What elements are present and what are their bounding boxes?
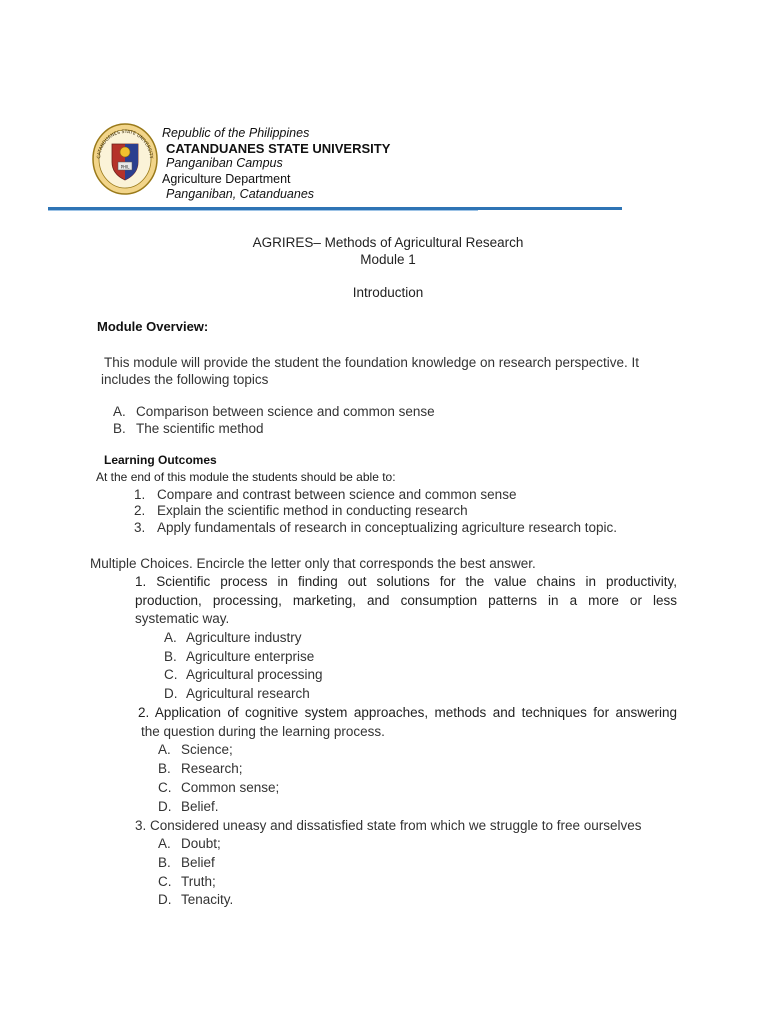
q2-choice-b-marker: B.	[158, 761, 171, 776]
university-seal	[92, 122, 158, 196]
seal-rim-text: CATANDUANES STATE UNIVERSITY	[96, 129, 153, 159]
republic-label: Republic of the Philippines	[162, 126, 310, 140]
q1-choice-d-text: Agricultural research	[186, 686, 310, 701]
q1-choice-a-marker: A.	[164, 630, 177, 645]
outcomes-heading: Learning Outcomes	[104, 453, 217, 467]
location-label: Panganiban, Catanduanes	[166, 187, 315, 201]
lesson-title: Introduction	[352, 285, 424, 300]
q1-choice-b-marker: B.	[164, 649, 177, 664]
q3-choice-c-marker: C.	[158, 874, 172, 889]
outcome-2-marker: 2.	[134, 503, 146, 518]
q2-line-1: 2. Application of cognitive system approaches, methods and techniques for answering	[138, 705, 677, 720]
q1-choice-c-marker: C.	[164, 667, 178, 682]
q1-choice-b-text: Agriculture enterprise	[186, 649, 315, 664]
q2-line-2: the question during the learning process.	[141, 724, 385, 739]
q3-line-1: 3. Considered uneasy and dissatisfied state from which we struggle to free ourselves	[135, 818, 642, 833]
department-label: Agriculture Department	[162, 172, 291, 186]
campus-label: Panganiban Campus	[166, 156, 283, 170]
q1-choice-c-text: Agricultural processing	[186, 667, 323, 682]
q2-choice-b-text: Research;	[181, 761, 243, 776]
topic-b-marker: B.	[113, 421, 126, 436]
q3-choice-a-text: Doubt;	[181, 836, 221, 851]
q2-choice-a-text: Science;	[181, 742, 233, 757]
header-rule-shadow	[48, 210, 478, 211]
outcome-1-text: Compare and contrast between science and common sense	[157, 487, 517, 502]
q2-choice-d-marker: D.	[158, 799, 172, 814]
q1-choice-a-text: Agriculture industry	[186, 630, 302, 645]
outcome-2-text: Explain the scientific method in conducting research	[157, 503, 468, 518]
course-title: AGRIRES– Methods of Agricultural Research	[252, 235, 524, 250]
q1-line-1: 1. Scientific process in finding out solutions for the value chains in productivity,	[135, 574, 677, 589]
outcome-1-marker: 1.	[134, 487, 146, 502]
q3-choice-d-marker: D.	[158, 892, 172, 907]
university-name: CATANDUANES STATE UNIVERSITY	[166, 141, 391, 156]
q1-line-3: systematic way.	[135, 611, 230, 626]
quiz-instructions: Multiple Choices. Encircle the letter only that corresponds the best answer.	[90, 556, 536, 571]
q1-choice-d-marker: D.	[164, 686, 178, 701]
q1-line-2: production, processing, marketing, and consumption patterns in a more or less	[135, 593, 677, 608]
q2-choice-d-text: Belief.	[181, 799, 219, 814]
outcome-3-text: Apply fundamentals of research in conceptualizing agriculture research topic.	[157, 520, 618, 535]
overview-line-2: includes the following topics	[101, 372, 269, 387]
q3-choice-b-marker: B.	[158, 855, 171, 870]
module-number: Module 1	[360, 252, 416, 267]
q2-choice-a-marker: A.	[158, 742, 171, 757]
outcomes-intro: At the end of this module the students should be able to:	[96, 470, 396, 484]
outcome-3-marker: 3.	[134, 520, 146, 535]
q3-choice-c-text: Truth;	[181, 874, 216, 889]
q3-choice-d-text: Tenacity.	[181, 892, 234, 907]
seal-year-text: PHIL	[120, 164, 130, 170]
topic-a-text: Comparison between science and common sense	[136, 404, 435, 419]
topic-a-marker: A.	[113, 404, 126, 419]
q3-choice-a-marker: A.	[158, 836, 171, 851]
overview-line-1: This module will provide the student the foundation knowledge on research perspective. It	[104, 355, 640, 370]
overview-heading: Module Overview:	[97, 319, 209, 334]
q2-choice-c-text: Common sense;	[181, 780, 280, 795]
q2-choice-c-marker: C.	[158, 780, 172, 795]
q3-choice-b-text: Belief	[181, 855, 215, 870]
topic-b-text: The scientific method	[136, 421, 264, 436]
